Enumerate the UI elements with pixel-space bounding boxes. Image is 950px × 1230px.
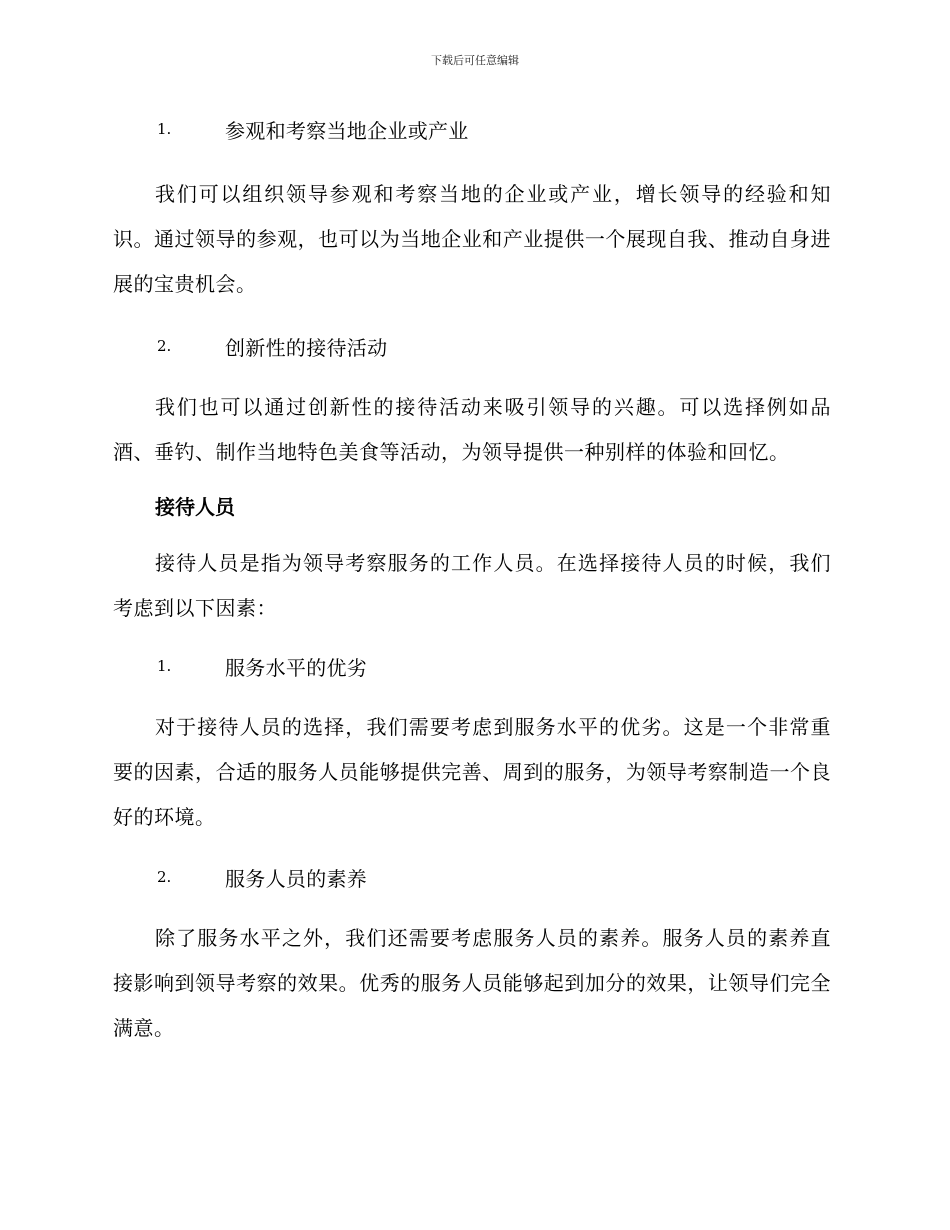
paragraph-visit: 我们可以组织领导参观和考察当地的企业或产业，增长领导的经验和知识。通过领导的参观，也可以为当地企业和产业提供一个展现自我、推动自身进展的宝贵机会。 — [113, 182, 831, 296]
list-number: 1. — [157, 120, 172, 138]
page-header: 下载后可任意编辑 — [431, 54, 519, 67]
list-number: 2. — [157, 337, 172, 355]
list-number: 2. — [157, 868, 172, 886]
section-heading: 接待人员 — [155, 495, 235, 519]
list-item-service-level — [113, 649, 831, 683]
list-item-activities — [113, 329, 831, 363]
list-item-label: 服务水平的优劣 — [225, 655, 368, 680]
list-item-label: 创新性的接待活动 — [225, 335, 388, 360]
list-item-staff-quality — [113, 860, 831, 894]
document-body — [113, 112, 831, 1051]
paragraph-staff-quality: 除了服务水平之外，我们还需要考虑服务人员的素养。服务人员的素养直接影响到领导考察的效果。优秀的服务人员能够起到加分的效果，让领导们完全满意。 — [113, 926, 831, 1040]
paragraph-activities: 我们也可以通过创新性的接待活动来吸引领导的兴趣。可以选择例如品酒、垂钓、制作当地特色美食等活动，为领导提供一种别样的体验和回忆。 — [113, 395, 831, 464]
list-item-label: 参观和考察当地企业或产业 — [225, 118, 469, 143]
paragraph-service-level: 对于接待人员的选择，我们需要考虑到服务水平的优劣。这是一个非常重要的因素，合适的服务人员能够提供完善、周到的服务，为领导考察制造一个良好的环境。 — [113, 715, 831, 829]
paragraph-staff-intro: 接待人员是指为领导考察服务的工作人员。在选择接待人员的时候，我们考虑到以下因素： — [113, 551, 831, 620]
list-item-label: 服务人员的素养 — [225, 866, 368, 891]
list-number: 1. — [157, 657, 172, 675]
list-item-visit — [113, 112, 831, 146]
